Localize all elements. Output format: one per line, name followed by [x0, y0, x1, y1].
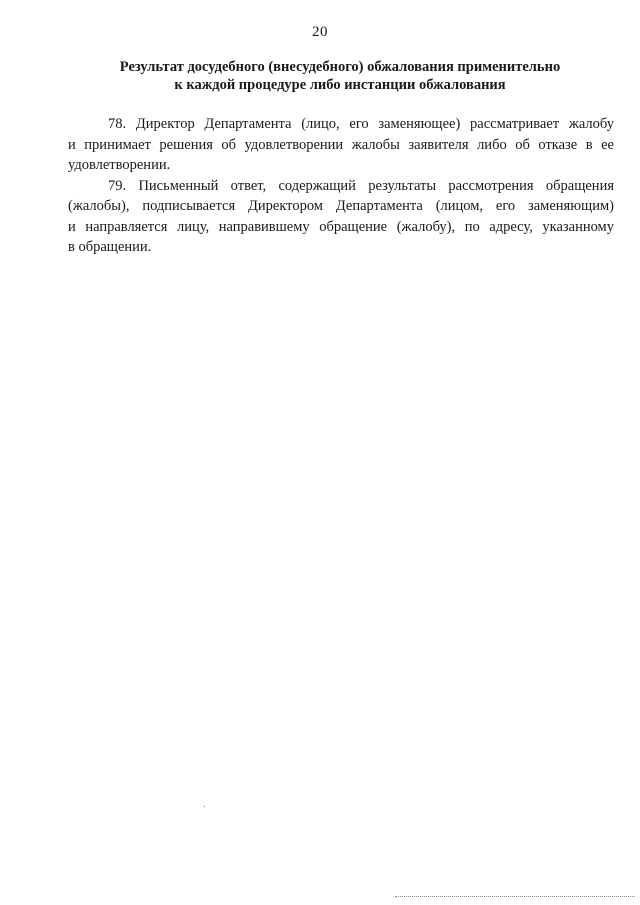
section-heading-line-2: к каждой процедуре либо инстанции обжалования [174, 77, 506, 93]
scan-artifact-line [395, 896, 635, 897]
paragraph-79-line-3: и направляется лицу, направившему обращение (жалобу), по адресу, указанному [68, 218, 614, 235]
paragraph-79 [68, 176, 614, 258]
page-number: 20 [312, 24, 328, 40]
body-text [68, 114, 614, 258]
paragraph-79-line-4: в обращении. [68, 239, 152, 255]
section-heading [70, 58, 610, 94]
paragraph-79-line-2: (жалобы), подписывается Директором Департамента (лицом, его заменяющим) [68, 198, 614, 214]
scan-artifact-dot [204, 806, 205, 807]
paragraph-78-line-1: 78. Директор Департамента (лицо, его заменяющее) рассматривает жалобу [108, 116, 614, 132]
section-heading-line-1: Результат досудебного (внесудебного) обжалования применительно [119, 59, 561, 75]
paragraph-78-line-3: удовлетворении. [68, 157, 171, 173]
paragraph-78 [68, 114, 614, 176]
paragraph-79-line-1: 79. Письменный ответ, содержащий результаты рассмотрения обращения [108, 177, 614, 194]
paragraph-78-line-2: и принимает решения об удовлетворении жалобы заявителя либо об отказе в ее [68, 136, 614, 153]
